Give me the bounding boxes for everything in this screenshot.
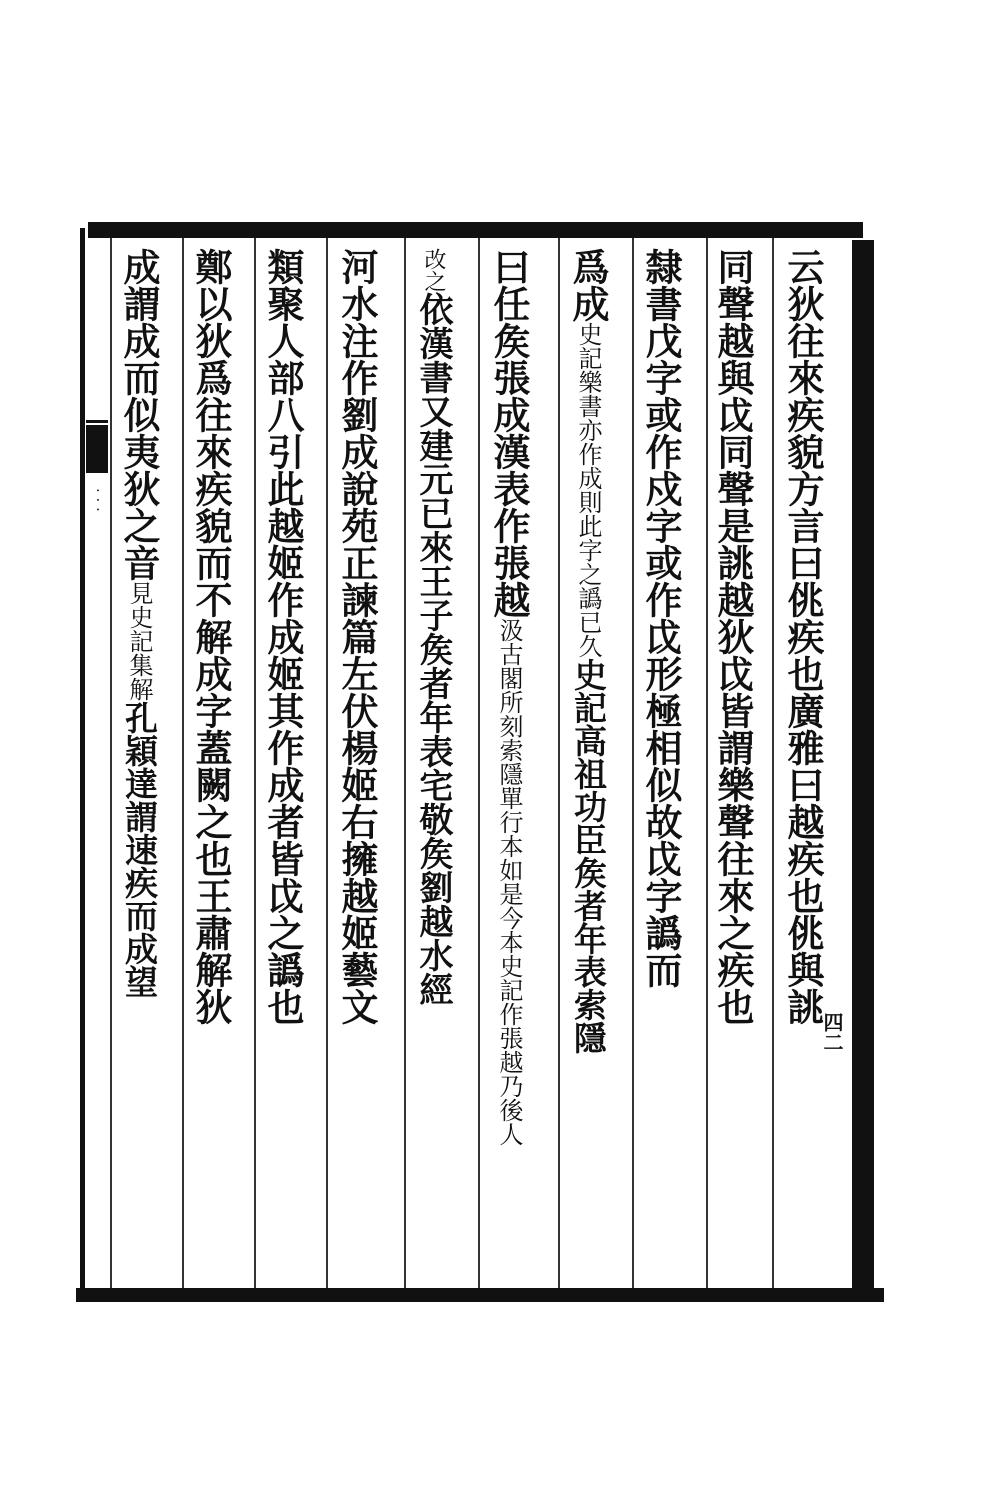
text-column-3 (639, 248, 683, 1283)
column-separator (632, 238, 634, 1288)
column-separator (558, 238, 560, 1288)
column-4-text: 爲成 (566, 248, 610, 322)
column-5-note: 汲古閣所刻索隱單行本如是今本史記作張越乃後人 (495, 618, 523, 1146)
column-10-note: 見史記集解 (125, 581, 153, 701)
text-column-9 (189, 248, 233, 1283)
text-column-4 (566, 248, 610, 1283)
column-10-text: 成謂成而似夷狄之音 (117, 248, 161, 581)
fore-edge-fishtail-mark (86, 425, 108, 473)
column-6-text: 依漢書又建元已來王子矦者年表宅敬矦劉越水經 (413, 292, 453, 1006)
text-column-6 (414, 248, 451, 1283)
text-column-2 (711, 248, 755, 1283)
text-column-7 (335, 248, 379, 1283)
column-5-text: 曰任矦張成漢表作張越 (487, 248, 531, 618)
column-separator (326, 238, 328, 1288)
column-separator (404, 238, 406, 1288)
column-8-text: 類聚人部八引此越姬作成姬其作成者皆戉之譌也 (261, 248, 305, 1025)
text-column-5 (487, 248, 531, 1283)
column-separator (254, 238, 256, 1288)
column-6-note: 改之 (421, 248, 446, 292)
column-2-text: 同聲越與戉同聲是誂越狄戉皆謂樂聲往來之疾也 (711, 248, 755, 1025)
top-border-rule (88, 222, 863, 238)
column-3-text: 隸書戊字或作戍字或作戉形極相似故戉字譌而 (639, 248, 683, 988)
column-separator (478, 238, 480, 1288)
column-9-text: 鄭以狄爲往來疾貌而不解成字蓋闕之也王肅解狄 (189, 248, 233, 1025)
fore-edge-marks: · · · (89, 488, 107, 512)
fore-edge-strip (84, 238, 110, 1288)
right-border-rule (852, 240, 874, 1290)
column-10-tail: 孔穎達謂速疾而成望 (120, 701, 159, 998)
column-separator (772, 238, 774, 1288)
page-number: 四二 (820, 1012, 844, 1052)
fore-edge-line (86, 420, 108, 423)
text-column-8 (261, 248, 305, 1283)
text-column-10 (117, 248, 161, 1283)
column-4-tail: 史記高祖功臣矦者年表索隱 (569, 658, 608, 1054)
column-1-text: 云狄往來疾貌方言曰佻疾也廣雅曰越疾也佻與誂 (781, 248, 825, 1025)
bottom-border-rule (76, 1288, 884, 1302)
column-separator (182, 238, 184, 1288)
column-7-text: 河水注作劉成說苑正諫篇左伏楊姬右擁越姬藝文 (335, 248, 379, 1025)
text-column-1 (781, 248, 825, 1283)
column-4-note: 史記樂書亦作成則此字之譌已久 (574, 322, 602, 658)
column-separator (110, 238, 112, 1288)
column-separator (706, 238, 708, 1288)
